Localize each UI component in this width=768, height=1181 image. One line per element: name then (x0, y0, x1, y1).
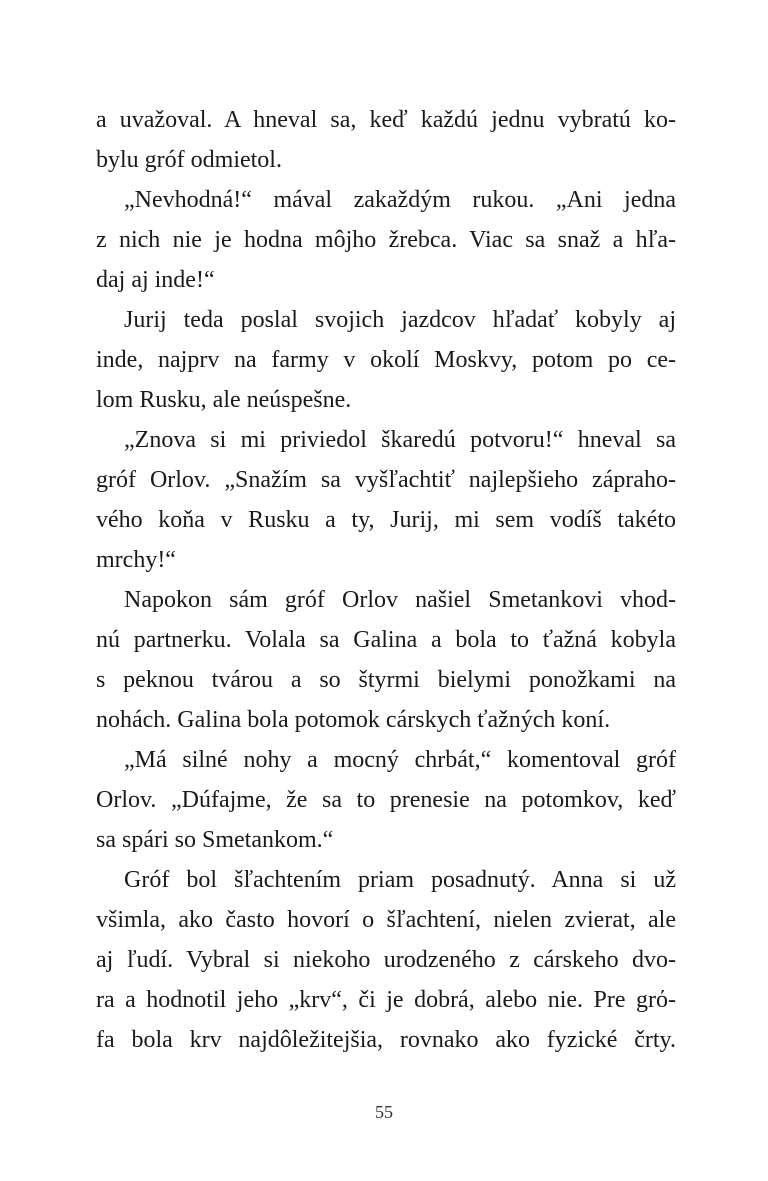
text-line: daj aj inde!“ (96, 267, 215, 293)
text-line: nohách. Galina bola potomok cárskych ťažných koní. (96, 707, 611, 733)
text-line: z nich nie je hodna môjho žrebca. Viac sa snaž a hľa- (96, 227, 676, 253)
text-line: s peknou tvárou a so štyrmi bielymi ponožkami na (96, 667, 676, 693)
body-text (96, 100, 676, 1060)
text-line: ra a hodnotil jeho „krv“, či je dobrá, alebo nie. Pre grό- (96, 987, 676, 1013)
text-line: inde, najprv na farmy v okolí Moskvy, potom po ce- (96, 347, 676, 373)
text-line: nú partnerku. Volala sa Galina a bola to ťažná kobyla (96, 627, 676, 653)
text-line: „Nevhodná!“ mával zakaždým rukou. „Ani jedna (124, 187, 676, 213)
text-line: „Znova si mi priviedol škaredú potvoru!“ hneval sa (124, 427, 676, 453)
text-line: fa bola krv najdôležitejšia, rovnako ako fyzické črty. (96, 1027, 676, 1053)
text-line: všimla, ako často hovorí o šľachtení, nielen zvierat, ale (96, 907, 676, 933)
text-line: Gróf bol šľachtením priam posadnutý. Anna si už (124, 867, 676, 893)
text-line: aj ľudí. Vybral si niekoho urodzeného z cárskeho dvo- (96, 947, 676, 973)
text-line: „Má silné nohy a mocný chrbát,“ komentoval gróf (124, 747, 676, 773)
text-line: Jurij teda poslal svojich jazdcov hľadať kobyly aj (124, 307, 676, 333)
text-line: gróf Orlov. „Snažím sa vyšľachtiť najlepšieho záprahо- (96, 467, 676, 493)
page-number: 55 (375, 1102, 393, 1122)
text-line: lom Rusku, ale neúspešne. (96, 387, 352, 413)
text-line: a uvažoval. A hneval sa, keď každú jednu vybratú ko- (96, 107, 676, 133)
text-line: vého koňa v Rusku a ty, Jurij, mi sem vodíš takéto (96, 507, 676, 533)
text-line: bylu gróf odmietol. (96, 147, 282, 173)
text-line: sa spári so Smetankom.“ (96, 827, 334, 853)
text-line: Napokon sám gróf Orlov našiel Smetankovi vhod- (124, 587, 676, 613)
text-line: mrchy!“ (96, 547, 176, 573)
text-line: Orlov. „Dúfajme, že sa to prenesie na potomkov, keď (96, 787, 676, 813)
